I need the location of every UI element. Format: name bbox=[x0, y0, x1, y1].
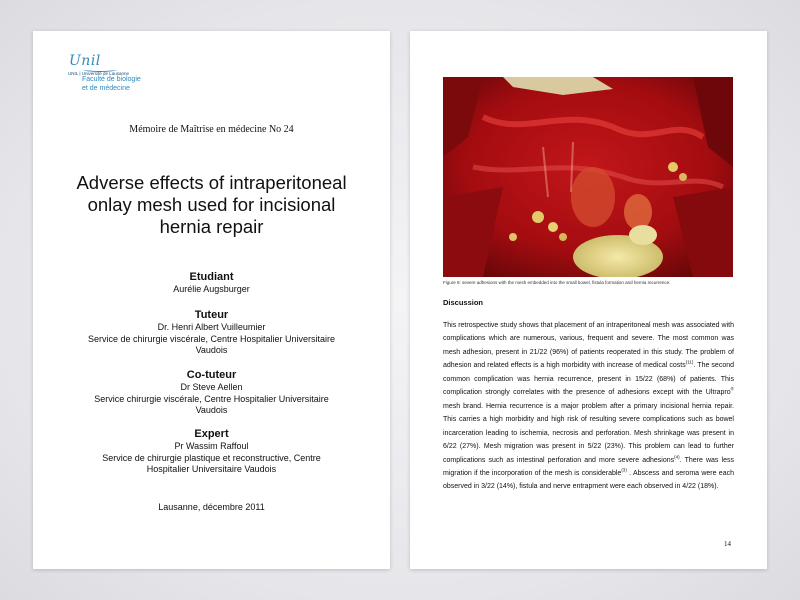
section-line: Dr. Henri Albert Vuilleumier bbox=[157, 322, 266, 332]
registered-mark: ® bbox=[730, 386, 734, 392]
citation-ref: (11) bbox=[685, 360, 694, 366]
left-page bbox=[33, 31, 390, 569]
citation-ref: (4) bbox=[674, 454, 680, 460]
right-page bbox=[410, 31, 767, 569]
logo-faculty-line2: et de médecine bbox=[82, 85, 130, 92]
section-line: Vaudois bbox=[195, 405, 228, 415]
section-expert bbox=[33, 428, 390, 476]
paragraph-text: . There was less migration if the incorporation of the mesh is considerable bbox=[443, 456, 734, 477]
logo-university: UNIL | Université de Lausanne bbox=[68, 71, 130, 76]
figure-caption: Figure 8: severe adhesions with the mesh embedded into the small bowel, fistula formation and hernia recurrence. bbox=[443, 280, 671, 285]
section-line: Vaudois bbox=[195, 345, 228, 355]
section-heading: Co-tuteur bbox=[186, 369, 237, 381]
section-line: Dr Steve Aellen bbox=[180, 382, 243, 392]
section-heading: Etudiant bbox=[189, 271, 234, 283]
paragraph-text: . The second common complication was hernia recurrence, present in 15/22 (68%) of patients. This complication strongly correlates with the presence of adhesions except with the Ultrapro bbox=[443, 362, 734, 397]
section-line: Hospitalier Universitaire Vaudois bbox=[146, 464, 277, 474]
paragraph-text: mesh brand. Hernia recurrence is a major problem after a primary incisional hernia repair. This carries a high morbidity and high risk of resulting severe complications such as bowel incarceration leading to ischemia, necrosis and perforation. Mesh shrinkage was present in 6/22 (27%). Mesh migration was present in 5/22 (23%). This problem can lead to further complications such as intestinal perforation and more severe adhesions bbox=[443, 402, 734, 464]
section-line: Service de chirurgie viscérale, Centre Hospitalier Universitaire bbox=[87, 333, 336, 344]
page-number: 14 bbox=[724, 540, 731, 548]
discussion-heading: Discussion bbox=[443, 298, 484, 307]
thesis-title bbox=[53, 172, 370, 238]
section-heading: Tuteur bbox=[194, 309, 229, 321]
section-etudiant bbox=[33, 271, 390, 296]
surgical-photo bbox=[443, 77, 733, 277]
section-line: Service de chirurgie plastique et reconstructive, Centre bbox=[102, 452, 321, 463]
citation-ref: (3) bbox=[621, 467, 627, 473]
place-date: Lausanne, décembre 2011 bbox=[158, 502, 265, 512]
unil-logo bbox=[69, 53, 159, 113]
section-heading: Expert bbox=[194, 428, 229, 440]
paragraph-text: This retrospective study shows that placement of an intraperitoneal mesh was associated with complications which are numerous, various, frequent and severe. The most common was mesh adhesion, present in 21/22 (96%) of patients reoperated in this study. The problem of adhesion and related effects is a high morbidity with increase of medical costs bbox=[443, 322, 734, 370]
section-cotuteur bbox=[33, 369, 390, 417]
title-line: hernia repair bbox=[159, 216, 264, 237]
paragraph-text: . Abscess and seroma were each observed in 3/22 (14%), fistula and nerve entrapment were each observed in 4/22 (18%). bbox=[443, 469, 734, 491]
logo-faculty-line1: Faculté de biologie bbox=[82, 76, 141, 83]
title-line: onlay mesh used for incisional bbox=[87, 194, 336, 215]
section-tuteur bbox=[33, 309, 390, 357]
title-line: Adverse effects of intraperitoneal bbox=[76, 172, 347, 193]
discussion-paragraph bbox=[443, 319, 734, 494]
section-line: Aurélie Augsburger bbox=[173, 284, 250, 294]
section-line: Pr Wassim Raffoul bbox=[174, 441, 249, 451]
memoire-line: Mémoire de Maîtrise en médecine No 24 bbox=[129, 124, 294, 135]
unil-logo-script: Unil bbox=[69, 53, 101, 69]
section-line: Service chirurgie viscérale, Centre Hospitalier Universitaire bbox=[94, 393, 329, 404]
